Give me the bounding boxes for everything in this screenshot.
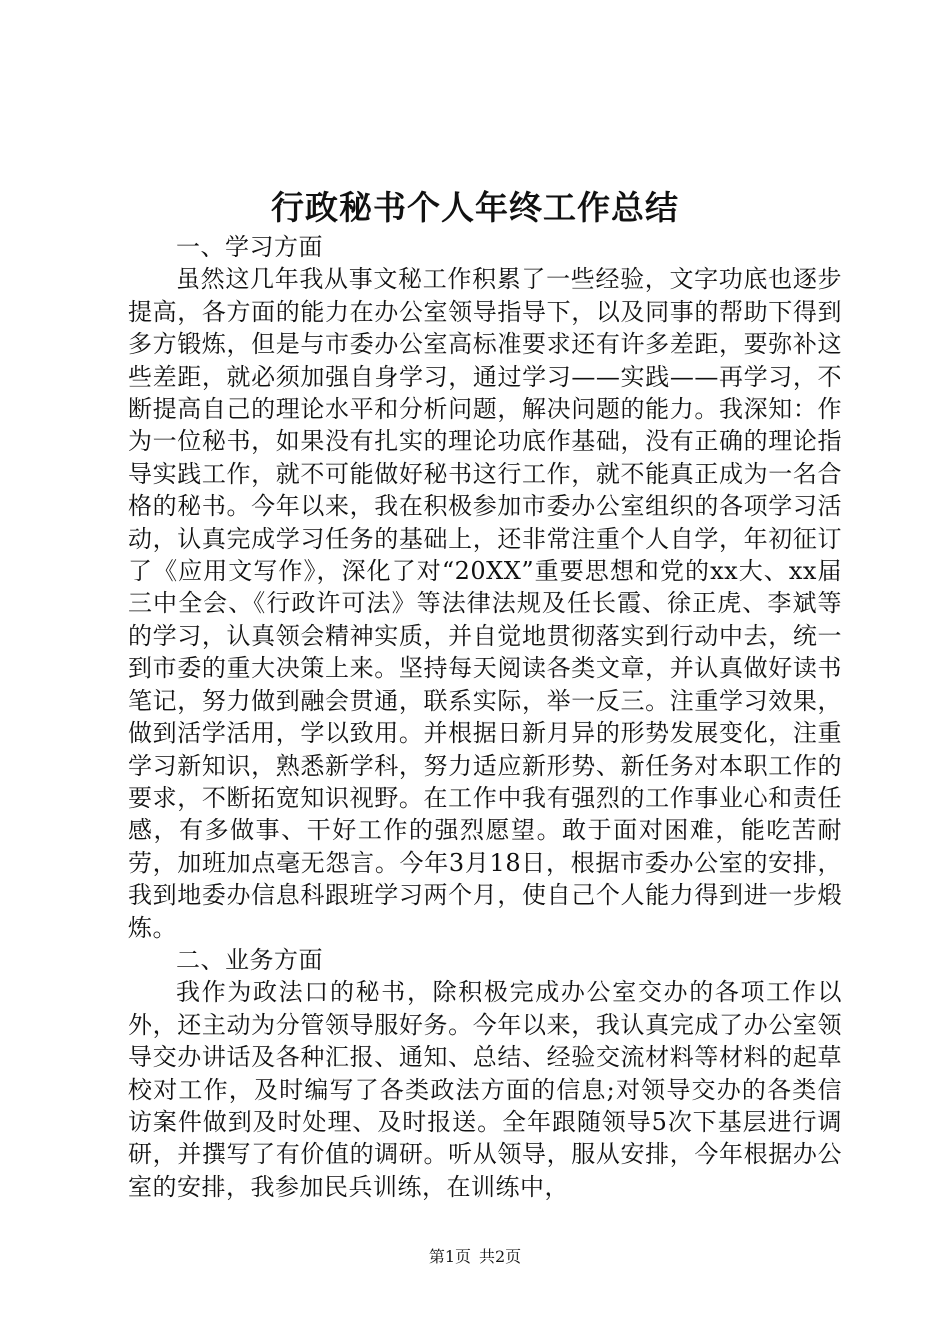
page-total: 共2页 <box>479 1247 522 1266</box>
section-paragraph: 虽然这几年我从事文秘工作积累了一些经验，文字功底也逐步提高，各方面的能力在办公室领导指导下，以及同事的帮助下得到多方锻炼，但是与市委办公室高标准要求还有许多差距，要弥补这些差距，就必须加强自身学习，通过学习——实践——再学习，不断提高自己的理论水平和分析问题，解决问题的能力。我深知：作为一位秘书，如果没有扎实的理论功底作基础，没有正确的理论指导实践工作，就不可能做好秘书这行工作，就不能真正成为一名合格的秘书。今年以来，我在积极参加市委办公室组织的各项学习活动，认真完成学习任务的基础上，还非常注重个人自学，年初征订了《应用文写作》，深化了对“20XX”重要思想和党的xx大、xx届三中全会、《行政许可法》等法律法规及任长霞、徐正虎、李斌等的学习，认真领会精神实质，并自觉地贯彻落实到行动中去，统一到市委的重大决策上来。坚持每天阅读各类文章，并认真做好读书笔记，努力做到融会贯通，联系实际，举一反三。注重学习效果，做到活学活用，学以致用。并根据日新月异的形势发展变化，注重学习新知识，熟悉新学科，努力适应新形势、新任务对本职工作的要求，不断拓宽知识视野。在工作中我有强烈的工作事业心和责任感，有多做事、干好工作的强烈愿望。敢于面对困难，能吃苦耐劳，加班加点毫无怨言。今年3月18日，根据市委办公室的安排，我到地委办信息科跟班学习两个月，使自己个人能力得到进一步煅炼。 <box>128 265 842 942</box>
document-body <box>128 231 842 1203</box>
page-footer <box>0 1247 950 1267</box>
section-heading: 二、业务方面 <box>176 945 323 974</box>
page-number: 第1页 <box>428 1247 471 1266</box>
section-heading: 一、学习方面 <box>176 233 323 261</box>
section-paragraph: 我作为政法口的秘书，除积极完成办公室交办的各项工作以外，还主动为分管领导服好务。今年以来，我认真完成了办公室领导交办讲话及各种汇报、通知、总结、经验交流材料等材料的起草校对工作，及时编写了各类政法方面的信息;对领导交办的各类信访案件做到及时处理、及时报送。全年跟随领导5次下基层进行调研，并撰写了有价值的调研。听从领导，服从安排，今年根据办公室的安排，我参加民兵训练，在训练中， <box>128 978 842 1201</box>
document-title: 行政秘书个人年终工作总结 <box>271 188 679 227</box>
